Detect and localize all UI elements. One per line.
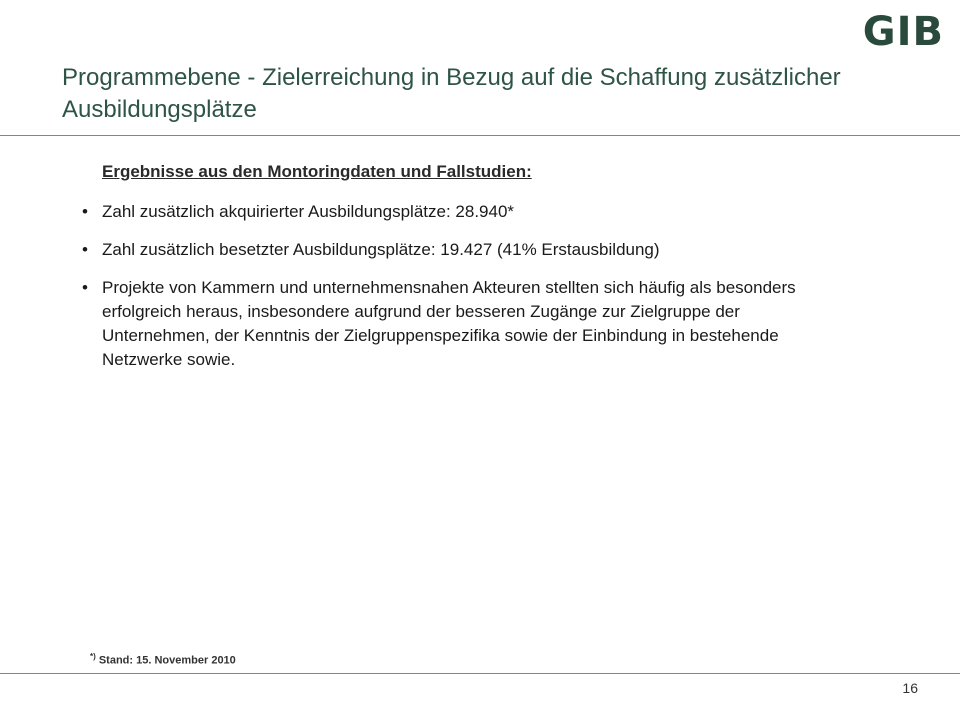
- header-divider: [0, 135, 960, 136]
- footnote: [90, 652, 236, 667]
- footnote-text: Stand: 15. November 2010: [98, 654, 236, 667]
- bullet-icon: •: [82, 278, 88, 297]
- bullet-text: Projekte von Kammern und unternehmensnahen Akteuren stellten sich häufig als besonders erfolgreich heraus, insbesondere aufgrund der besseren Zugänge zur Zielgruppe der Unternehmen, der Kenntnis der Zielgruppenspezifika sowie der Einbindung in bestehende Netzwerke sowie.: [102, 278, 796, 369]
- bullet-list: [82, 200, 842, 386]
- gib-logo: GIB: [862, 9, 944, 55]
- bullet-item: [82, 238, 842, 262]
- bullet-item: [82, 200, 842, 224]
- slide-title: Programmebene - Zielerreichung in Bezug auf die Schaffung zusätzlicher Ausbildungsplätze: [62, 64, 841, 123]
- bullet-icon: •: [82, 202, 88, 221]
- page-number: 16: [902, 680, 918, 696]
- bullet-text: Zahl zusätzlich akquirierter Ausbildungsplätze: 28.940*: [102, 202, 515, 221]
- footer-divider: [0, 673, 960, 674]
- footnote-mark: *): [90, 652, 96, 661]
- section-heading: Ergebnisse aus den Montoringdaten und Fallstudien:: [102, 162, 532, 181]
- bullet-item: [82, 276, 842, 372]
- bullet-text: Zahl zusätzlich besetzter Ausbildungsplätze: 19.427 (41% Erstausbildung): [102, 240, 660, 259]
- bullet-icon: •: [82, 240, 88, 259]
